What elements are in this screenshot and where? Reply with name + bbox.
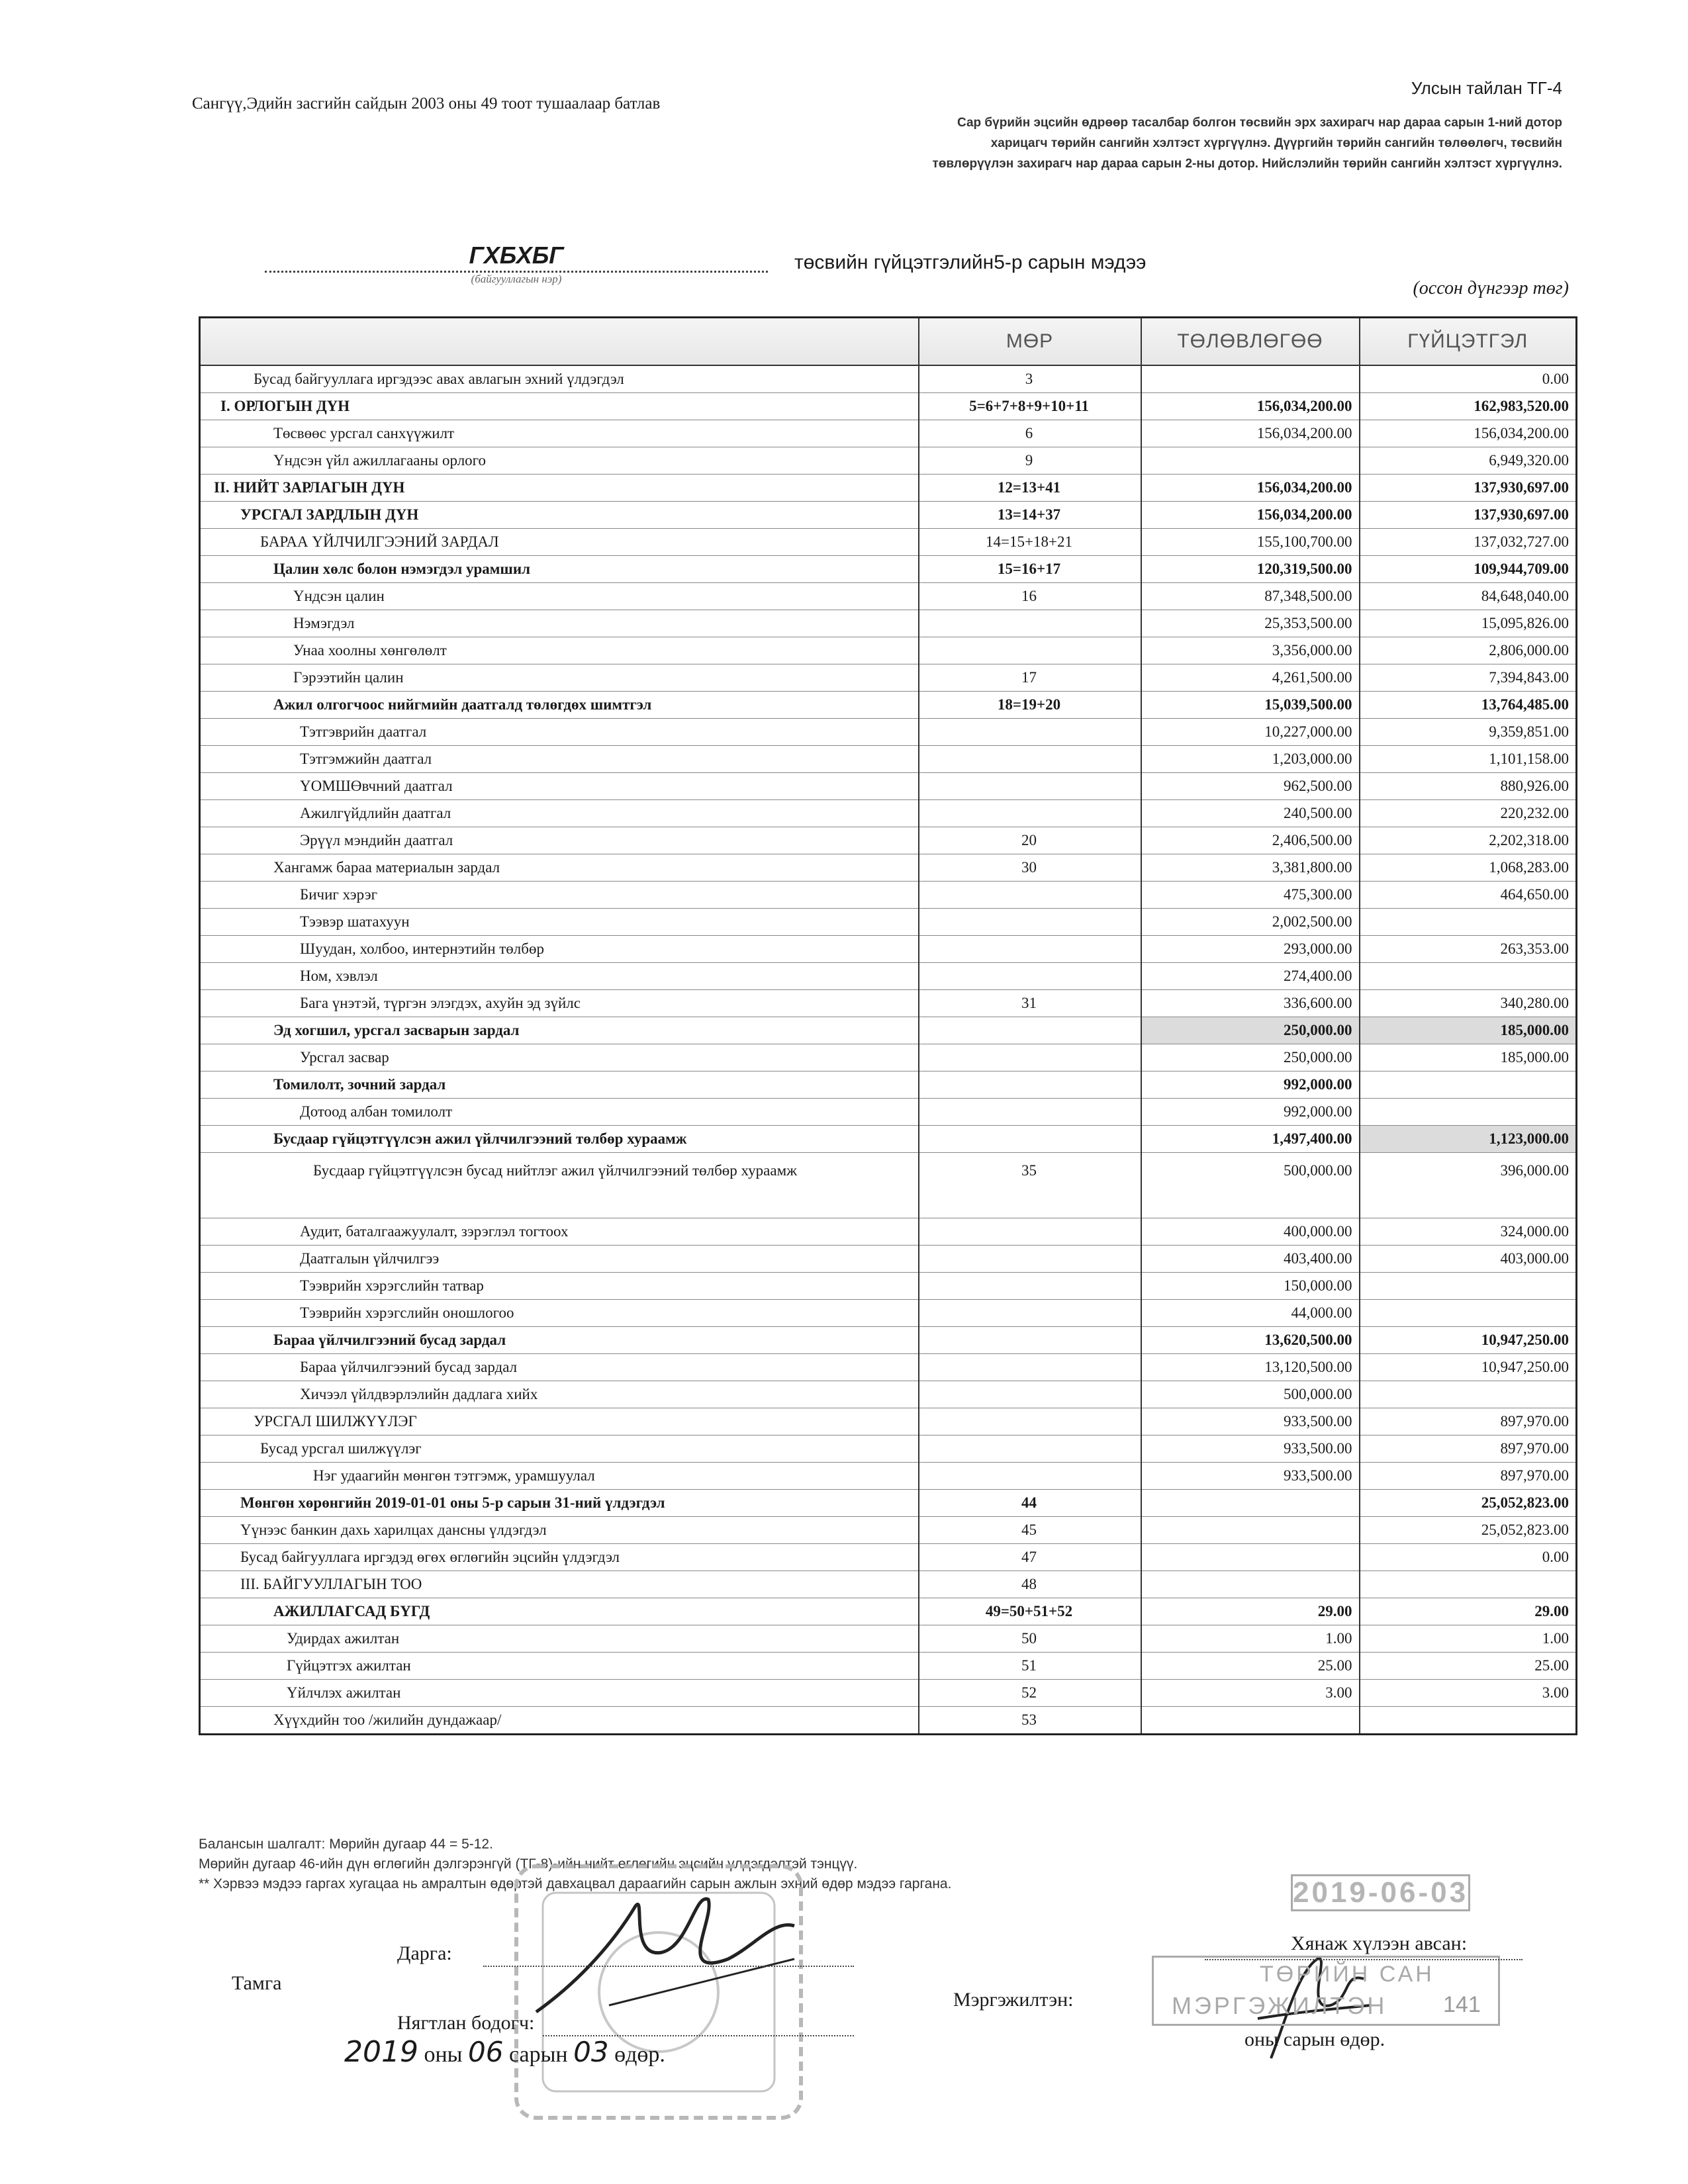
row-label: Гүйцэтгэх ажилтан bbox=[200, 1653, 919, 1680]
plan-value bbox=[1141, 365, 1360, 393]
row-number bbox=[919, 1327, 1141, 1354]
date-year-suffix: оны bbox=[424, 2042, 463, 2067]
row-label: Бусад байгууллага иргэдээс авах авлагын эхний үлдэгдэл bbox=[200, 365, 919, 393]
row-number bbox=[919, 1381, 1141, 1408]
table-row bbox=[200, 1653, 1577, 1680]
plan-value: 293,000.00 bbox=[1141, 936, 1360, 963]
actual-value: 25.00 bbox=[1360, 1653, 1577, 1680]
actual-value bbox=[1360, 1071, 1577, 1099]
row-label: Ажил олгогчоос нийгмийн даатгалд төлөгдөх шимтгэл bbox=[200, 692, 919, 719]
row-number bbox=[919, 773, 1141, 800]
table-row bbox=[200, 1707, 1577, 1735]
table-row bbox=[200, 1517, 1577, 1544]
plan-value: 25,353,500.00 bbox=[1141, 610, 1360, 637]
plan-value bbox=[1141, 1490, 1360, 1517]
row-number: 15=16+17 bbox=[919, 556, 1141, 583]
table-row bbox=[200, 556, 1577, 583]
plan-value: 962,500.00 bbox=[1141, 773, 1360, 800]
actual-value: 396,000.00 bbox=[1360, 1153, 1577, 1218]
table-row bbox=[200, 529, 1577, 556]
currency-note: (оссон дүнгээр төг) bbox=[1413, 278, 1569, 298]
row-number bbox=[919, 1044, 1141, 1071]
table-row bbox=[200, 936, 1577, 963]
table-row bbox=[200, 1044, 1577, 1071]
actual-value: 0.00 bbox=[1360, 365, 1577, 393]
table-row bbox=[200, 1071, 1577, 1099]
row-number bbox=[919, 1435, 1141, 1463]
plan-value: 250,000.00 bbox=[1141, 1017, 1360, 1044]
table-row bbox=[200, 502, 1577, 529]
row-label: Үүнээс банкин дахь харилцах дансны үлдэгдэл bbox=[200, 1517, 919, 1544]
row-number bbox=[919, 1017, 1141, 1044]
treasury-stamp-title: ТӨРИЙН САН bbox=[1260, 1962, 1434, 1987]
table-row bbox=[200, 1017, 1577, 1044]
treasury-stamp-number: 141 bbox=[1443, 1992, 1481, 2017]
row-label: Цалин хөлс болон нэмэгдэл урамшил bbox=[200, 556, 919, 583]
row-number: 45 bbox=[919, 1517, 1141, 1544]
footnote-payables: Мөрийн дугаар 46-ийн дүн өглөгийн дэлгэрэнгүй (ТГ-8)-ийн нийт өглөгийн эцсийн үлдэгдэлтэй тэнцүү. bbox=[199, 1856, 858, 1872]
actual-value: 162,983,520.00 bbox=[1360, 393, 1577, 420]
row-label: Бусад байгууллага иргэдэд өгөх өглөгийн эцсийн үлдэгдэл bbox=[200, 1544, 919, 1571]
row-number bbox=[919, 936, 1141, 963]
plan-value: 274,400.00 bbox=[1141, 963, 1360, 990]
row-label: Унаа хоолны хөнгөлөлт bbox=[200, 637, 919, 664]
row-number bbox=[919, 1246, 1141, 1273]
actual-value: 1.00 bbox=[1360, 1625, 1577, 1653]
row-number bbox=[919, 1071, 1141, 1099]
row-label: Төсвөөс урсгал санхүүжилт bbox=[200, 420, 919, 447]
row-label: Гэрээтийн цалин bbox=[200, 664, 919, 692]
row-label: Тээврийн хэрэгслийн оношлогоо bbox=[200, 1300, 919, 1327]
row-label: Хүүхдийн тоо /жилийн дундажаар/ bbox=[200, 1707, 919, 1735]
row-label: II. НИЙТ ЗАРЛАГЫН ДҮН bbox=[200, 475, 919, 502]
table-row bbox=[200, 1435, 1577, 1463]
actual-value: 156,034,200.00 bbox=[1360, 420, 1577, 447]
plan-value: 156,034,200.00 bbox=[1141, 393, 1360, 420]
plan-value: 13,620,500.00 bbox=[1141, 1327, 1360, 1354]
plan-value: 44,000.00 bbox=[1141, 1300, 1360, 1327]
table-row bbox=[200, 963, 1577, 990]
actual-value: 897,970.00 bbox=[1360, 1435, 1577, 1463]
treasury-stamp-role: МЭРГЭЖИЛТЭН bbox=[1172, 1992, 1387, 2019]
report-title: төсвийн гүйцэтгэлийн5-р сарын мэдээ bbox=[794, 251, 1147, 273]
table-row bbox=[200, 854, 1577, 882]
row-label: Аудит, баталгаажуулалт, зэрэглэл тогтоох bbox=[200, 1218, 919, 1246]
actual-value bbox=[1360, 1099, 1577, 1126]
plan-value: 2,406,500.00 bbox=[1141, 827, 1360, 854]
row-number bbox=[919, 610, 1141, 637]
actual-value bbox=[1360, 1273, 1577, 1300]
footnote-balance-check: Балансын шалгалт: Мөрийн дугаар 44 = 5-12. bbox=[199, 1837, 493, 1852]
actual-value: 10,947,250.00 bbox=[1360, 1354, 1577, 1381]
actual-value: 137,032,727.00 bbox=[1360, 529, 1577, 556]
row-number bbox=[919, 1273, 1141, 1300]
table-row bbox=[200, 990, 1577, 1017]
table-row bbox=[200, 1625, 1577, 1653]
row-number bbox=[919, 800, 1141, 827]
actual-value: 1,101,158.00 bbox=[1360, 746, 1577, 773]
actual-value: 897,970.00 bbox=[1360, 1408, 1577, 1435]
row-label: БАРАА ҮЙЛЧИЛГЭЭНИЙ ЗАРДАЛ bbox=[200, 529, 919, 556]
row-number bbox=[919, 719, 1141, 746]
plan-value: 25.00 bbox=[1141, 1653, 1360, 1680]
row-label: Тээвэр шатахуун bbox=[200, 909, 919, 936]
row-label: Тээврийн хэрэгслийн татвар bbox=[200, 1273, 919, 1300]
row-label: Бараа үйлчилгээний бусад зардал bbox=[200, 1354, 919, 1381]
actual-value: 403,000.00 bbox=[1360, 1246, 1577, 1273]
row-number: 44 bbox=[919, 1490, 1141, 1517]
date-day: 03 bbox=[573, 2036, 609, 2068]
row-label: Хичээл үйлдвэрлэлийн дадлага хийх bbox=[200, 1381, 919, 1408]
table-row bbox=[200, 1381, 1577, 1408]
actual-value: 464,650.00 bbox=[1360, 882, 1577, 909]
row-label: Дотоод албан томилолт bbox=[200, 1099, 919, 1126]
table-row bbox=[200, 1300, 1577, 1327]
table-row bbox=[200, 1126, 1577, 1153]
received-date: оны сарын өдөр. bbox=[1244, 2028, 1385, 2050]
actual-value bbox=[1360, 1300, 1577, 1327]
plan-value: 87,348,500.00 bbox=[1141, 583, 1360, 610]
row-number bbox=[919, 882, 1141, 909]
row-number bbox=[919, 1300, 1141, 1327]
table-row bbox=[200, 1598, 1577, 1625]
table-row bbox=[200, 800, 1577, 827]
plan-value: 15,039,500.00 bbox=[1141, 692, 1360, 719]
table-row bbox=[200, 1153, 1577, 1218]
row-number bbox=[919, 963, 1141, 990]
actual-value: 25,052,823.00 bbox=[1360, 1517, 1577, 1544]
row-label: Даатгалын үйлчилгээ bbox=[200, 1246, 919, 1273]
table-row bbox=[200, 420, 1577, 447]
row-number bbox=[919, 746, 1141, 773]
form-code: Улсын тайлан ТГ-4 bbox=[1411, 78, 1562, 98]
row-number: 49=50+51+52 bbox=[919, 1598, 1141, 1625]
seal-label: Тамга bbox=[232, 1972, 282, 1994]
actual-value: 220,232.00 bbox=[1360, 800, 1577, 827]
table-row bbox=[200, 1218, 1577, 1246]
plan-value: 250,000.00 bbox=[1141, 1044, 1360, 1071]
plan-value: 4,261,500.00 bbox=[1141, 664, 1360, 692]
table-row bbox=[200, 1544, 1577, 1571]
director-label: Дарга: bbox=[397, 1942, 452, 1964]
plan-value: 155,100,700.00 bbox=[1141, 529, 1360, 556]
row-number bbox=[919, 1126, 1141, 1153]
row-label: I. ОРЛОГЫН ДҮН bbox=[200, 393, 919, 420]
actual-value: 2,202,318.00 bbox=[1360, 827, 1577, 854]
row-label: Бусдаар гүйцэтгүүлсэн ажил үйлчилгээний төлбөр хураамж bbox=[200, 1126, 919, 1153]
plan-value bbox=[1141, 1544, 1360, 1571]
actual-value: 10,947,250.00 bbox=[1360, 1327, 1577, 1354]
actual-value: 0.00 bbox=[1360, 1544, 1577, 1571]
table-row bbox=[200, 1246, 1577, 1273]
row-label: Үйлчлэх ажилтан bbox=[200, 1680, 919, 1707]
table-row bbox=[200, 909, 1577, 936]
actual-value: 3.00 bbox=[1360, 1680, 1577, 1707]
actual-value bbox=[1360, 963, 1577, 990]
row-label: Нэг удаагийн мөнгөн тэтгэмж, урамшуулал bbox=[200, 1463, 919, 1490]
table-row bbox=[200, 1408, 1577, 1435]
actual-value: 897,970.00 bbox=[1360, 1463, 1577, 1490]
row-label: Үндсэн цалин bbox=[200, 583, 919, 610]
plan-value bbox=[1141, 1707, 1360, 1735]
actual-value: 6,949,320.00 bbox=[1360, 447, 1577, 475]
approval-note: Сангүү,Эдийн засгийн сайдын 2003 оны 49 тоот тушаалаар батлав bbox=[192, 95, 661, 113]
row-number bbox=[919, 909, 1141, 936]
row-number: 50 bbox=[919, 1625, 1141, 1653]
plan-value bbox=[1141, 1517, 1360, 1544]
row-number: 16 bbox=[919, 583, 1141, 610]
row-label: Тэтгэмжийн даатгал bbox=[200, 746, 919, 773]
row-number: 20 bbox=[919, 827, 1141, 854]
actual-value: 109,944,709.00 bbox=[1360, 556, 1577, 583]
actual-value: 1,123,000.00 bbox=[1360, 1126, 1577, 1153]
table-row bbox=[200, 610, 1577, 637]
plan-value: 1,203,000.00 bbox=[1141, 746, 1360, 773]
plan-value: 500,000.00 bbox=[1141, 1381, 1360, 1408]
table-row bbox=[200, 882, 1577, 909]
plan-value: 10,227,000.00 bbox=[1141, 719, 1360, 746]
row-label: УРСГАЛ ЗАРДЛЫН ДҮН bbox=[200, 502, 919, 529]
organization-block bbox=[265, 242, 768, 286]
column-header-plan: ТӨЛӨВЛӨГӨӨ bbox=[1141, 318, 1360, 366]
plan-value: 992,000.00 bbox=[1141, 1071, 1360, 1099]
row-label: Мөнгөн хөрөнгийн 2019-01-01 оны 5-р сарын 31-ний үлдэгдэл bbox=[200, 1490, 919, 1517]
row-number: 53 bbox=[919, 1707, 1141, 1735]
row-label: Бичиг хэрэг bbox=[200, 882, 919, 909]
actual-value: 2,806,000.00 bbox=[1360, 637, 1577, 664]
table-row bbox=[200, 475, 1577, 502]
actual-value: 15,095,826.00 bbox=[1360, 610, 1577, 637]
row-number bbox=[919, 1354, 1141, 1381]
table-row bbox=[200, 637, 1577, 664]
row-label: Эд хогшил, урсгал засварын зардал bbox=[200, 1017, 919, 1044]
actual-value: 1,068,283.00 bbox=[1360, 854, 1577, 882]
actual-value: 185,000.00 bbox=[1360, 1017, 1577, 1044]
table-row bbox=[200, 1680, 1577, 1707]
row-number: 47 bbox=[919, 1544, 1141, 1571]
row-label: Бараа үйлчилгээний бусад зардал bbox=[200, 1327, 919, 1354]
row-label: Ажилгүйдлийн даатгал bbox=[200, 800, 919, 827]
plan-value: 13,120,500.00 bbox=[1141, 1354, 1360, 1381]
row-number: 48 bbox=[919, 1571, 1141, 1598]
plan-value: 400,000.00 bbox=[1141, 1218, 1360, 1246]
row-number bbox=[919, 1463, 1141, 1490]
table-row bbox=[200, 692, 1577, 719]
director-signature-line bbox=[483, 1966, 854, 1967]
plan-value: 2,002,500.00 bbox=[1141, 909, 1360, 936]
actual-value: 29.00 bbox=[1360, 1598, 1577, 1625]
fill-date bbox=[344, 2035, 665, 2069]
plan-value: 156,034,200.00 bbox=[1141, 420, 1360, 447]
row-number: 51 bbox=[919, 1653, 1141, 1680]
accountant-label: Нягтлан бодогч: bbox=[397, 2012, 535, 2034]
table-row bbox=[200, 1490, 1577, 1517]
table-row bbox=[200, 746, 1577, 773]
row-label: АЖИЛЛАГСАД БҮГД bbox=[200, 1598, 919, 1625]
actual-value: 9,359,851.00 bbox=[1360, 719, 1577, 746]
actual-value: 7,394,843.00 bbox=[1360, 664, 1577, 692]
table-row bbox=[200, 773, 1577, 800]
row-label: Урсгал засвар bbox=[200, 1044, 919, 1071]
row-label: Эрүүл мэндийн даатгал bbox=[200, 827, 919, 854]
actual-value: 185,000.00 bbox=[1360, 1044, 1577, 1071]
table-row bbox=[200, 664, 1577, 692]
row-label: Бусад урсгал шилжүүлэг bbox=[200, 1435, 919, 1463]
row-label: Ном, хэвлэл bbox=[200, 963, 919, 990]
signature-icon bbox=[530, 1880, 808, 2038]
plan-value: 1,497,400.00 bbox=[1141, 1126, 1360, 1153]
row-number: 17 bbox=[919, 664, 1141, 692]
plan-value: 403,400.00 bbox=[1141, 1246, 1360, 1273]
plan-value: 29.00 bbox=[1141, 1598, 1360, 1625]
row-number: 14=15+18+21 bbox=[919, 529, 1141, 556]
actual-value: 25,052,823.00 bbox=[1360, 1490, 1577, 1517]
plan-value: 3,381,800.00 bbox=[1141, 854, 1360, 882]
table-row bbox=[200, 1354, 1577, 1381]
plan-value: 156,034,200.00 bbox=[1141, 475, 1360, 502]
plan-value: 156,034,200.00 bbox=[1141, 502, 1360, 529]
plan-value bbox=[1141, 447, 1360, 475]
table-row bbox=[200, 719, 1577, 746]
row-number: 35 bbox=[919, 1153, 1141, 1218]
received-signature-line bbox=[1205, 1959, 1523, 1960]
date-day-suffix: өдөр. bbox=[614, 2042, 665, 2067]
row-label: III. БАЙГУУЛЛАГЫН ТОО bbox=[200, 1571, 919, 1598]
row-label: Удирдах ажилтан bbox=[200, 1625, 919, 1653]
row-number: 18=19+20 bbox=[919, 692, 1141, 719]
table-row bbox=[200, 827, 1577, 854]
row-number: 31 bbox=[919, 990, 1141, 1017]
date-stamp: 2019-06-03 bbox=[1291, 1874, 1470, 1911]
row-number: 52 bbox=[919, 1680, 1141, 1707]
plan-value: 240,500.00 bbox=[1141, 800, 1360, 827]
plan-value bbox=[1141, 1571, 1360, 1598]
table-row bbox=[200, 393, 1577, 420]
actual-value: 13,764,485.00 bbox=[1360, 692, 1577, 719]
plan-value: 120,319,500.00 bbox=[1141, 556, 1360, 583]
row-number: 30 bbox=[919, 854, 1141, 882]
table-row bbox=[200, 1327, 1577, 1354]
column-header-row-number: МӨР bbox=[919, 318, 1141, 366]
table-row bbox=[200, 447, 1577, 475]
plan-value: 500,000.00 bbox=[1141, 1153, 1360, 1218]
plan-value: 933,500.00 bbox=[1141, 1408, 1360, 1435]
row-number: 12=13+41 bbox=[919, 475, 1141, 502]
actual-value bbox=[1360, 1707, 1577, 1735]
specialist-label: Мэргэжилтэн: bbox=[953, 1989, 1074, 2011]
received-label: Хянаж хүлээн авсан: bbox=[1291, 1933, 1468, 1954]
row-number bbox=[919, 1099, 1141, 1126]
table-row bbox=[200, 1571, 1577, 1598]
plan-value: 933,500.00 bbox=[1141, 1435, 1360, 1463]
row-label: ҮОМШӨвчний даатгал bbox=[200, 773, 919, 800]
row-label: Томилолт, зочний зардал bbox=[200, 1071, 919, 1099]
row-label: Шуудан, холбоо, интернэтийн төлбөр bbox=[200, 936, 919, 963]
table-row bbox=[200, 1463, 1577, 1490]
plan-value: 992,000.00 bbox=[1141, 1099, 1360, 1126]
row-label: Бага үнэтэй, түргэн элэгдэх, ахуйн эд зүйлс bbox=[200, 990, 919, 1017]
row-number: 3 bbox=[919, 365, 1141, 393]
actual-value: 137,930,697.00 bbox=[1360, 475, 1577, 502]
column-header-item bbox=[200, 318, 919, 366]
actual-value: 263,353.00 bbox=[1360, 936, 1577, 963]
row-number: 13=14+37 bbox=[919, 502, 1141, 529]
row-number: 6 bbox=[919, 420, 1141, 447]
row-label: Үндсэн үйл ажиллагааны орлого bbox=[200, 447, 919, 475]
actual-value: 137,930,697.00 bbox=[1360, 502, 1577, 529]
date-year: 2019 bbox=[344, 2035, 418, 2069]
table-row bbox=[200, 1273, 1577, 1300]
row-label: УРСГАЛ ШИЛЖҮҮЛЭГ bbox=[200, 1408, 919, 1435]
row-number: 9 bbox=[919, 447, 1141, 475]
organization-name: ГХБХБГ bbox=[265, 242, 768, 273]
row-label: Бусдаар гүйцэтгүүлсэн бусад нийтлэг ажил үйлчилгээний төлбөр хураамж bbox=[200, 1153, 919, 1218]
actual-value: 84,648,040.00 bbox=[1360, 583, 1577, 610]
actual-value bbox=[1360, 1381, 1577, 1408]
row-label: Тэтгэврийн даатгал bbox=[200, 719, 919, 746]
table-row bbox=[200, 1099, 1577, 1126]
table-header-row bbox=[200, 318, 1577, 366]
budget-table bbox=[199, 316, 1577, 1735]
row-number bbox=[919, 1218, 1141, 1246]
table-row bbox=[200, 583, 1577, 610]
column-header-actual: ГҮЙЦЭТГЭЛ bbox=[1360, 318, 1577, 366]
plan-value: 933,500.00 bbox=[1141, 1463, 1360, 1490]
row-number bbox=[919, 1408, 1141, 1435]
plan-value: 475,300.00 bbox=[1141, 882, 1360, 909]
table-body bbox=[200, 365, 1577, 1735]
actual-value bbox=[1360, 1571, 1577, 1598]
row-label: Нэмэгдэл bbox=[200, 610, 919, 637]
footnote-deadline: ** Хэрвээ мэдээ гаргах хугацаа нь амралтын өдөртэй давхацвал дараагийн сарын ажлын эхний өдөр мэдээ гаргана. bbox=[199, 1876, 952, 1891]
table-row bbox=[200, 365, 1577, 393]
submission-notice: Сар бүрийн эцсийн өдрөөр тасалбар болгон төсвийн эрх захирагч нар дараа сарын 1-ний дотор харицагч төрийн сангийн хэлтэст хүргүүлнэ. Дүүргийн төрийн сангийн төлөөлөгч, төсвийн төвлөрүүлэн захирагч нар дараа сарын 2-ны дотор. Нийслэлийн төрийн сангийн хэлтэст хүргүүлнэ. bbox=[932, 116, 1562, 171]
plan-value: 3.00 bbox=[1141, 1680, 1360, 1707]
plan-value: 336,600.00 bbox=[1141, 990, 1360, 1017]
row-label: Хангамж бараа материалын зардал bbox=[200, 854, 919, 882]
actual-value bbox=[1360, 909, 1577, 936]
date-month: 06 bbox=[468, 2036, 504, 2068]
organization-caption: (байгууллагын нэр) bbox=[471, 273, 562, 285]
row-number bbox=[919, 637, 1141, 664]
date-month-suffix: сарын bbox=[508, 2042, 568, 2067]
actual-value: 880,926.00 bbox=[1360, 773, 1577, 800]
plan-value: 3,356,000.00 bbox=[1141, 637, 1360, 664]
plan-value: 150,000.00 bbox=[1141, 1273, 1360, 1300]
plan-value: 1.00 bbox=[1141, 1625, 1360, 1653]
actual-value: 324,000.00 bbox=[1360, 1218, 1577, 1246]
actual-value: 340,280.00 bbox=[1360, 990, 1577, 1017]
row-number: 5=6+7+8+9+10+11 bbox=[919, 393, 1141, 420]
